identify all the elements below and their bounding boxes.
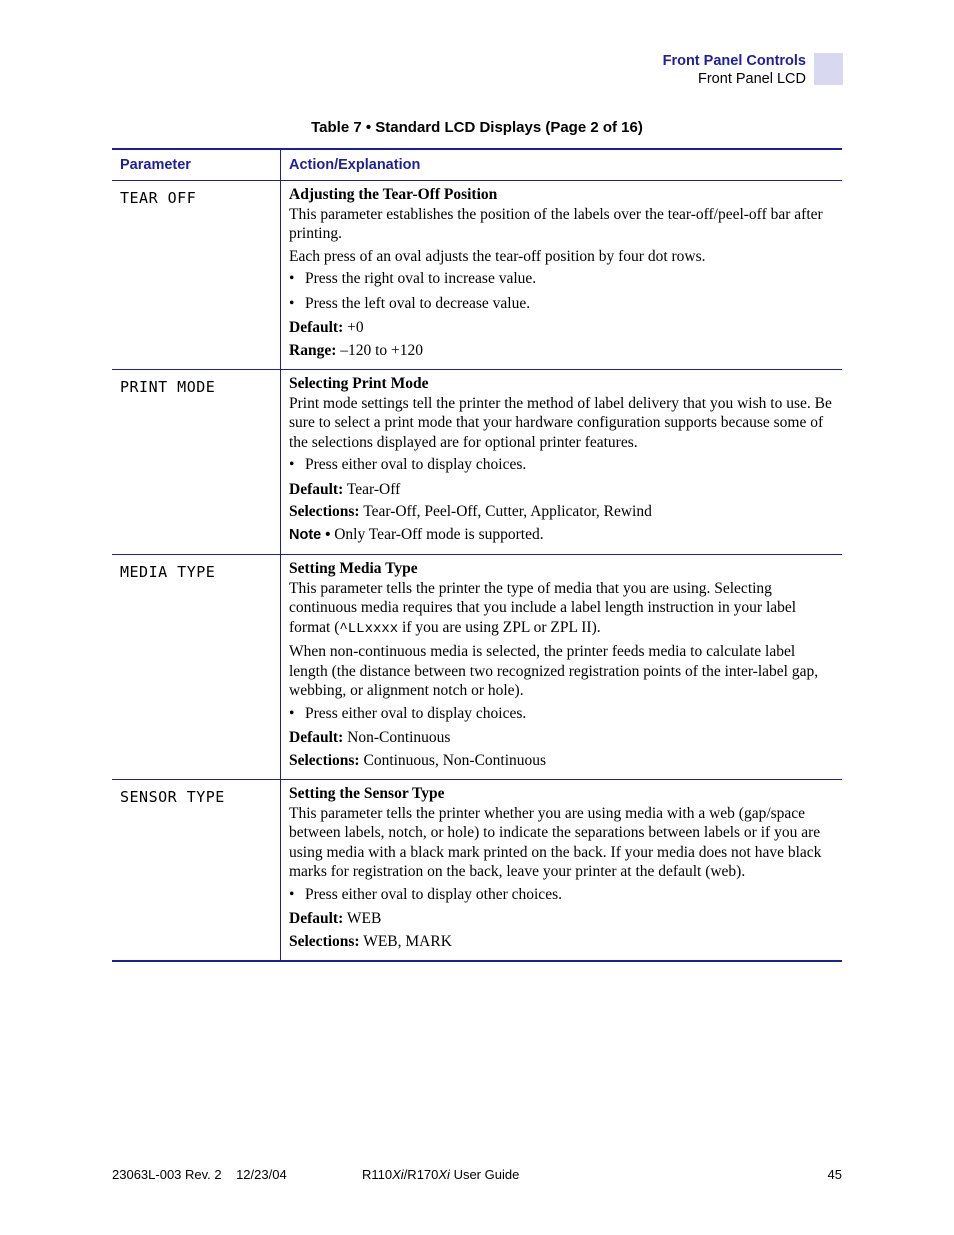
action-paragraph: Each press of an oval adjusts the tear-off position by four dot rows. [289, 247, 706, 265]
column-header-parameter: Parameter [112, 149, 281, 181]
default-label: Default: [289, 729, 344, 746]
default-value [289, 318, 834, 338]
selections-text: Tear-Off, Peel-Off, Cutter, Applicator, Rewind [359, 503, 652, 520]
footer-guide-part: /R170 [403, 1167, 439, 1182]
header-tab-marker [814, 53, 843, 85]
footer-document-number: 23063L-003 Rev. 2 12/23/04 [112, 1167, 287, 1182]
list-item: • Press either oval to display choices. [289, 455, 834, 475]
selections-text: WEB, MARK [359, 932, 452, 950]
selections-label: Selections: [289, 503, 360, 520]
footer-guide-part: R110 [362, 1167, 393, 1182]
action-title: Adjusting the Tear-Off Position [289, 186, 498, 203]
note-label: Note • [289, 526, 331, 543]
action-cell [281, 780, 843, 962]
default-text: WEB [343, 910, 382, 927]
bullet-list [289, 455, 834, 475]
paragraph-text: if you are using ZPL or ZPL II). [398, 618, 601, 636]
table-row [112, 370, 842, 555]
action-cell [281, 181, 843, 370]
default-value [289, 728, 834, 748]
selections-value [289, 502, 834, 522]
parameter-cell: SENSOR TYPE [112, 780, 281, 962]
footer-guide-title [362, 1167, 519, 1182]
default-value [289, 480, 834, 500]
footer-guide-part: Xi [438, 1167, 450, 1182]
selections-value [289, 751, 834, 771]
parameter-cell: PRINT MODE [112, 370, 281, 555]
action-paragraph: When non-continuous media is selected, the printer feeds media to calculate label length (the distance between two recognized registration points of the inter-label gap, webbing, or alignment notch or hole). [289, 643, 819, 699]
code-snippet: ^LLxxxx [339, 620, 399, 637]
default-label: Default: [289, 319, 344, 336]
parameter-cell: MEDIA TYPE [112, 555, 281, 780]
selections-text: Continuous, Non-Continuous [359, 751, 547, 769]
default-text: Tear-Off [343, 480, 401, 498]
footer-guide-part: Xi [392, 1167, 404, 1182]
column-header-action: Action/Explanation [281, 149, 843, 181]
footer-guide-part: User Guide [449, 1167, 520, 1182]
paragraph-text: This parameter tells the printer the type of media that you are using. Selecting continuous media requires that you include a label length instruction in your label format ( [289, 579, 797, 636]
parameter-cell: TEAR OFF [112, 181, 281, 370]
range-label: Range: [289, 341, 337, 359]
note-text: Only Tear-Off mode is supported. [330, 525, 544, 543]
action-paragraph: Print mode settings tell the printer the method of label delivery that you wish to use. Be sure to select a print mode that your hardware configuration supports because some of the selections displayed are for optional printer features. [289, 394, 832, 451]
list-item: • Press the right oval to increase value. [289, 269, 834, 289]
list-item: • Press either oval to display choices. [289, 704, 834, 724]
bullet-list [289, 704, 834, 724]
default-label: Default: [289, 910, 344, 927]
table-row [112, 780, 842, 962]
default-text: +0 [343, 319, 364, 336]
selections-label: Selections: [289, 932, 360, 950]
selections-label: Selections: [289, 751, 360, 769]
action-title: Setting the Sensor Type [289, 785, 445, 802]
bullet-list [289, 885, 834, 905]
selections-value [289, 932, 834, 952]
table-header-row [112, 149, 842, 181]
action-cell [281, 555, 843, 780]
list-item: • Press either oval to display other choices. [289, 885, 834, 905]
action-paragraph: This parameter tells the printer whether you are using media with a web (gap/space between labels, notch, or hole) to indicate the separations between labels or if you are using media with a black mark printed on the back. If your media does not have black marks for registration on the back, leave your printer at the default (web). [289, 804, 822, 880]
range-value [289, 341, 834, 361]
header-subsection-title: Front Panel LCD [698, 71, 806, 87]
range-text: –120 to +120 [336, 341, 424, 359]
action-title: Selecting Print Mode [289, 375, 429, 392]
action-cell [281, 370, 843, 555]
table-row [112, 555, 842, 780]
bullet-list [289, 269, 834, 313]
default-label: Default: [289, 480, 344, 498]
default-text: Non-Continuous [343, 729, 451, 746]
footer-page-number: 45 [827, 1167, 842, 1182]
action-paragraph: This parameter establishes the position of the labels over the tear-off/peel-off bar after printing. [289, 205, 823, 242]
list-item: • Press the left oval to decrease value. [289, 294, 834, 314]
action-title: Setting Media Type [289, 560, 418, 577]
table-row [112, 181, 842, 370]
action-paragraph [289, 579, 834, 640]
table-caption: Table 7 • Standard LCD Displays (Page 2 of 16) [311, 119, 643, 136]
lcd-displays-table [112, 148, 842, 962]
header-section-title: Front Panel Controls [662, 53, 806, 69]
note [289, 525, 834, 546]
default-value [289, 909, 834, 929]
running-header [663, 52, 806, 88]
